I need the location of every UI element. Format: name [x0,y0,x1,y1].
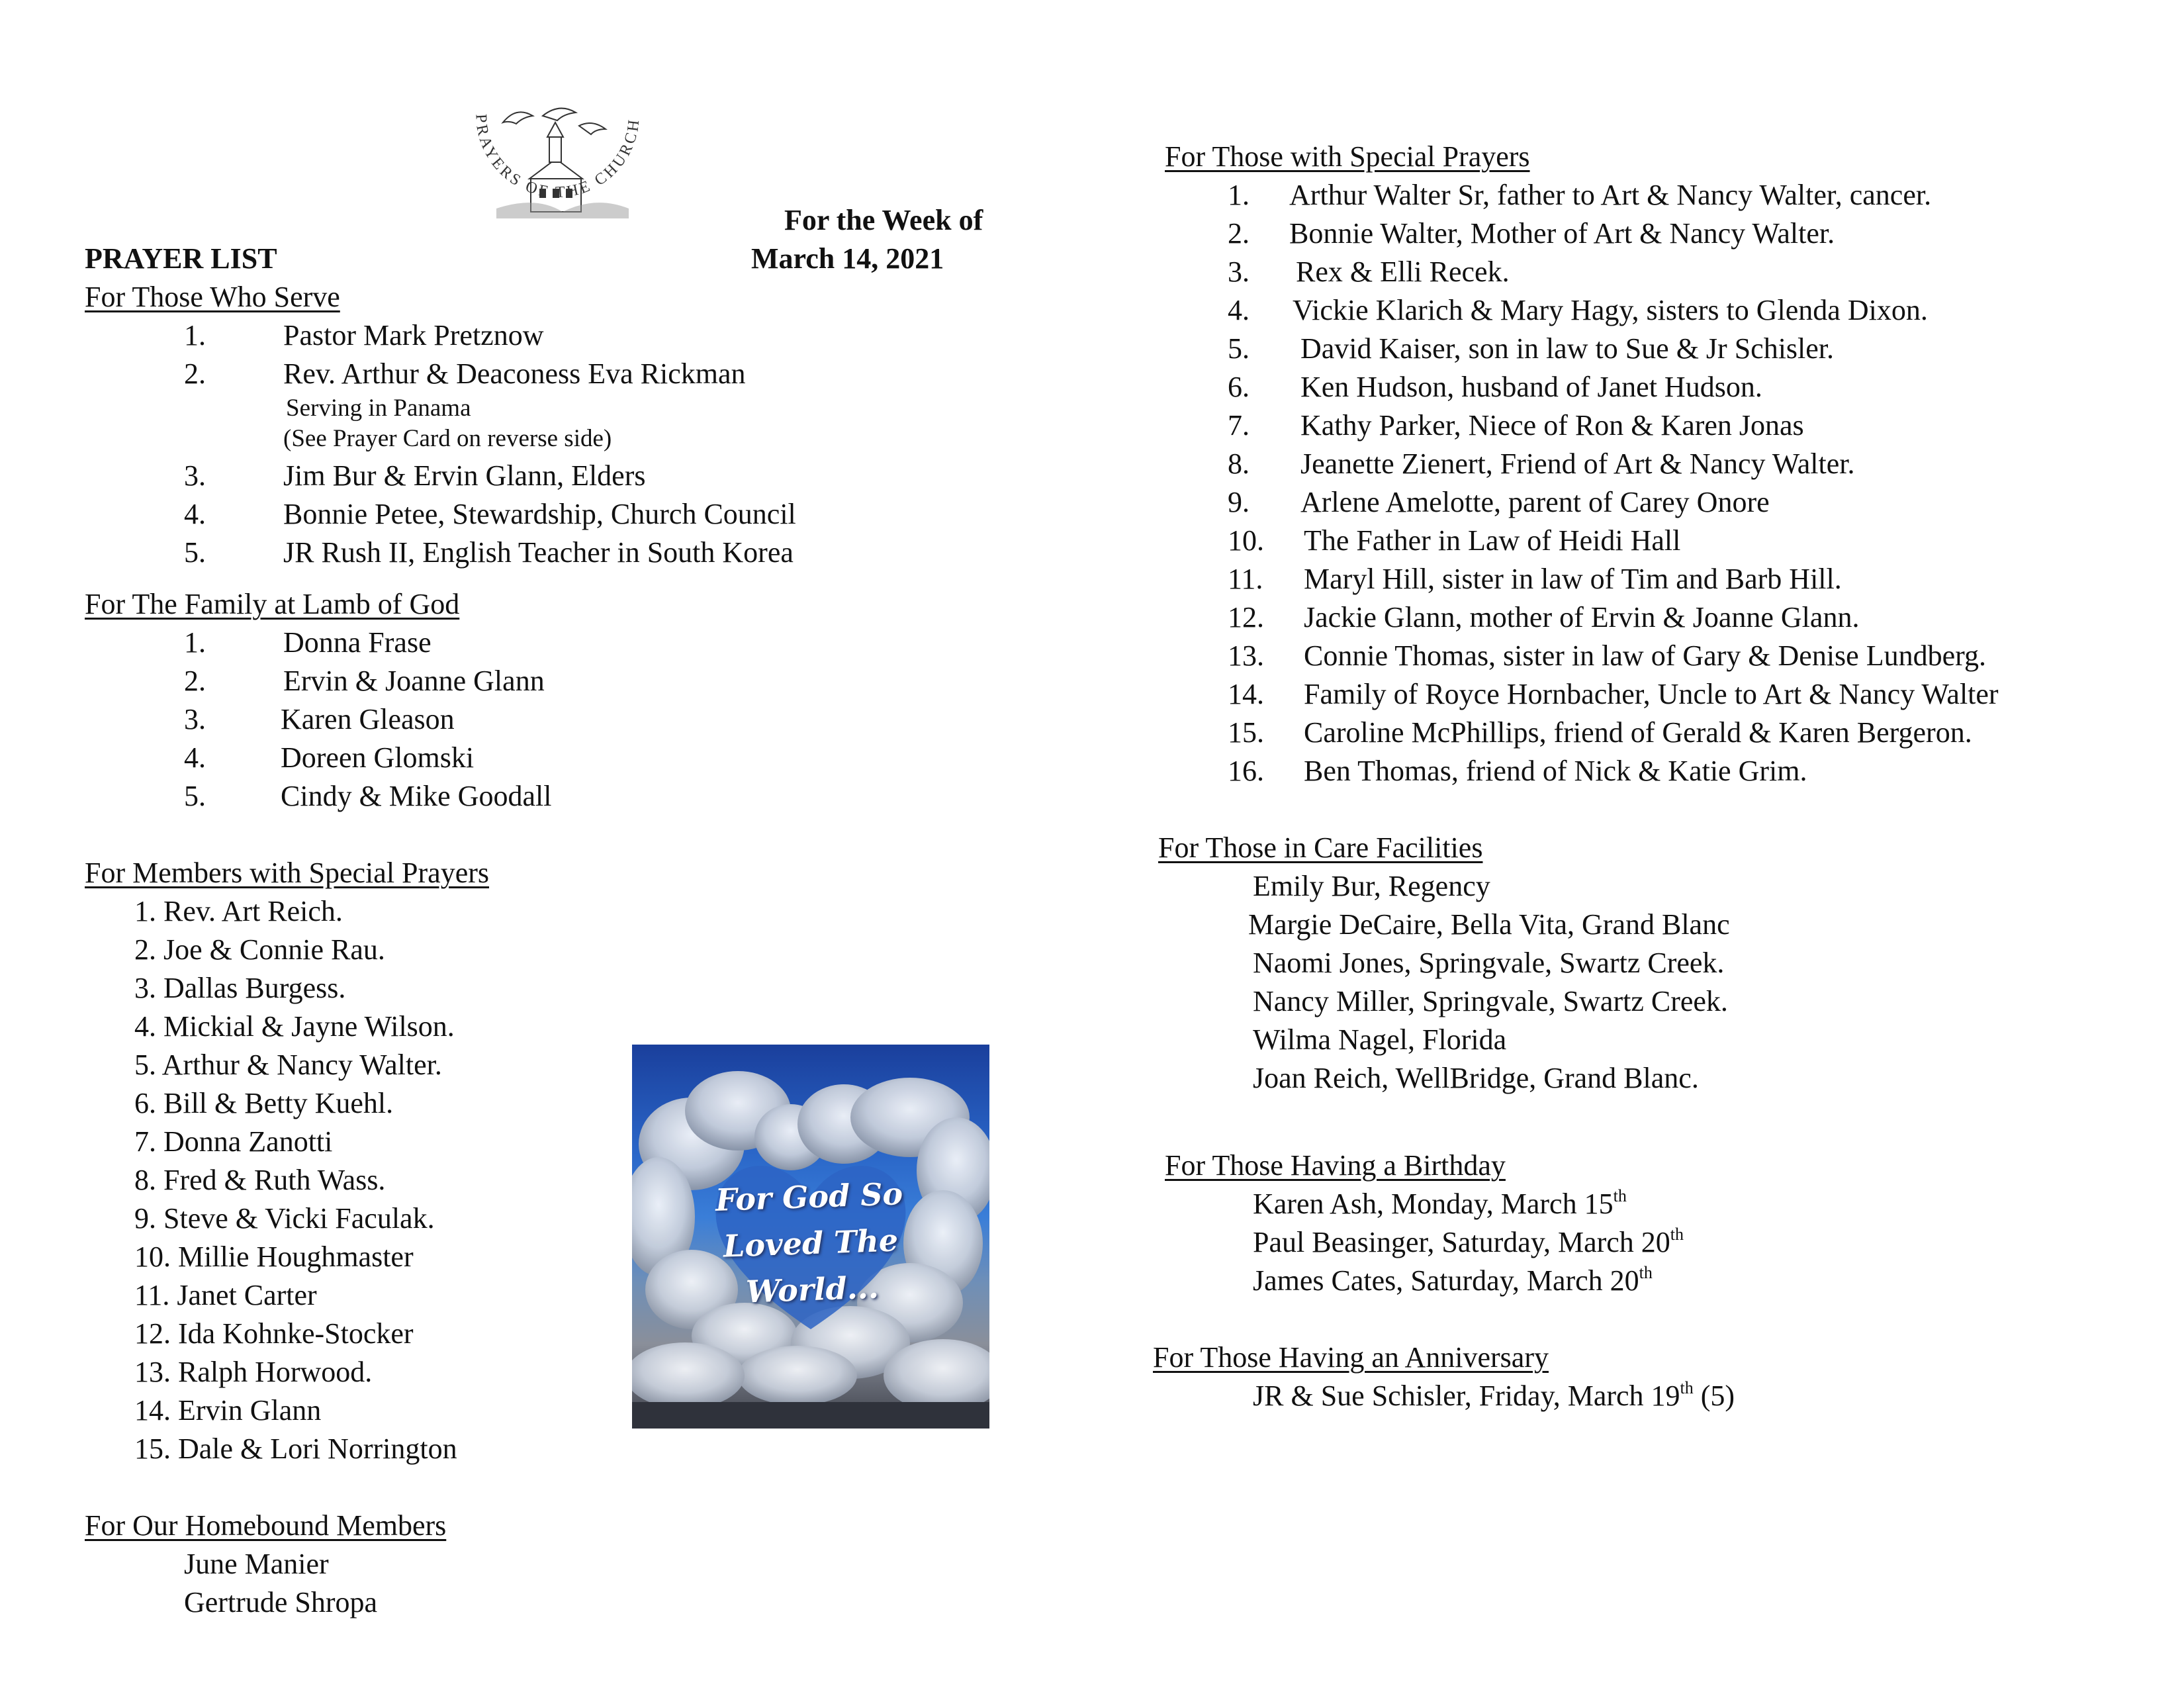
anniversary-text: JR & Sue Schisler, Friday, March 19 [1253,1380,1680,1412]
list-number: 1. [1228,179,1250,211]
list-item: Pastor Mark Pretznow [283,319,544,352]
list-item: 7. Donna Zanotti [134,1125,333,1158]
list-number: 1. [184,319,206,352]
list-item: Jeanette Zienert, Friend of Art & Nancy Walter. [1300,447,1855,480]
list-number: 9. [1228,486,1250,518]
section-heading-serve: For Those Who Serve [85,281,340,313]
list-item: 14. Ervin Glann [134,1394,322,1427]
list-item: Karen Gleason [281,703,455,735]
list-item: Jim Bur & Ervin Glann, Elders [283,459,646,492]
ordinal-suffix: th [1613,1186,1627,1205]
list-number: 14. [1228,678,1264,710]
list-item-note: (See Prayer Card on reverse side) [283,425,612,452]
list-number: 10. [1228,524,1264,557]
list-number: 2. [184,357,206,390]
list-number: 2. [1228,217,1250,250]
church-logo [457,96,655,248]
birthday-text: Karen Ash, Monday, March 15 [1253,1188,1614,1220]
week-label: For the Week of [784,204,983,236]
list-number: 6. [1228,371,1250,403]
list-item: 10. Millie Houghmaster [134,1241,414,1273]
list-item: 5. Arthur & Nancy Walter. [134,1049,442,1081]
birthday-text: Paul Beasinger, Saturday, March 20 [1253,1226,1670,1258]
ordinal-suffix: th [1639,1263,1653,1282]
caption-line: For God So [715,1176,903,1218]
list-item: Bonnie Walter, Mother of Art & Nancy Walter. [1289,217,1835,250]
list-item: Wilma Nagel, Florida [1253,1023,1507,1056]
list-item: Margie DeCaire, Bella Vita, Grand Blanc [1248,908,1730,941]
list-item: Bonnie Petee, Stewardship, Church Council [283,498,796,530]
list-number: 4. [184,498,206,530]
list-item: 6. Bill & Betty Kuehl. [134,1087,394,1119]
list-item: 3. Dallas Burgess. [134,972,346,1004]
list-number: 16. [1228,755,1264,787]
list-item [1253,1185,1627,1223]
list-item: Vickie Klarich & Mary Hagy, sisters to Glenda Dixon. [1293,294,1928,326]
list-item: Gertrude Shropa [184,1586,378,1618]
list-number: 7. [1228,409,1250,442]
list-item: Naomi Jones, Springvale, Swartz Creek. [1253,947,1725,979]
list-item [1253,1377,1735,1415]
list-number: 5. [184,780,206,812]
list-item: Ken Hudson, husband of Janet Hudson. [1300,371,1762,403]
list-item: Emily Bur, Regency [1253,870,1490,902]
list-number: 3. [184,703,206,735]
section-heading-members: For Members with Special Prayers [85,857,489,889]
list-item: 13. Ralph Horwood. [134,1356,373,1388]
list-item: June Manier [184,1548,329,1580]
logo-arc-text [457,96,655,248]
section-heading-anniversary: For Those Having an Anniversary [1153,1341,1549,1374]
section-heading-family: For The Family at Lamb of God [85,588,460,620]
list-item: Cindy & Mike Goodall [281,780,552,812]
list-item [1253,1262,1653,1300]
list-number: 11. [1228,563,1263,595]
list-item: Family of Royce Hornbacher, Uncle to Art & Nancy Walter [1304,678,1999,710]
svg-text:PRAYERS OF THE CHURCH: PRAYERS OF THE CHURCH [472,113,643,202]
list-number: 12. [1228,601,1264,633]
list-item: Ben Thomas, friend of Nick & Katie Grim. [1304,755,1807,787]
list-item: 11. Janet Carter [134,1279,317,1311]
list-item: Ervin & Joanne Glann [283,665,545,697]
picture-caption [632,1168,989,1319]
list-item: JR Rush II, English Teacher in South Korea [283,536,794,569]
list-item: Connie Thomas, sister in law of Gary & Denise Lundberg. [1304,639,1986,672]
list-item: 4. Mickial & Jayne Wilson. [134,1010,455,1043]
list-item: 8. Fred & Ruth Wass. [134,1164,386,1196]
list-item: David Kaiser, son in law to Sue & Jr Schisler. [1300,332,1835,365]
list-item: 2. Joe & Connie Rau. [134,933,385,966]
list-item: Jackie Glann, mother of Ervin & Joanne Glann. [1304,601,1860,633]
list-item: 15. Dale & Lori Norrington [134,1432,457,1465]
section-heading-care: For Those in Care Facilities [1158,831,1483,864]
list-item: Arlene Amelotte, parent of Carey Onore [1300,486,1770,518]
list-item: The Father in Law of Heidi Hall [1304,524,1681,557]
list-number: 1. [184,626,206,659]
section-heading-special: For Those with Special Prayers [1165,140,1530,173]
page-title: PRAYER LIST [85,242,277,275]
list-item-note: Serving in Panama [286,395,471,422]
list-item [1253,1223,1684,1262]
list-item: 12. Ida Kohnke-Stocker [134,1317,414,1350]
heart-clouds-picture [632,1045,989,1429]
list-number: 13. [1228,639,1264,672]
caption-line: World... [745,1269,880,1310]
list-number: 15. [1228,716,1264,749]
ordinal-suffix: th [1670,1225,1684,1244]
ordinal-suffix: th [1680,1378,1694,1397]
list-number: 8. [1228,447,1250,480]
list-item: Doreen Glomski [281,741,475,774]
section-heading-homebound: For Our Homebound Members [85,1509,447,1542]
list-item: 1. Rev. Art Reich. [134,895,343,927]
list-item: Nancy Miller, Springvale, Swartz Creek. [1253,985,1728,1017]
anniversary-years: (5) [1693,1380,1735,1412]
list-item: Rev. Arthur & Deaconess Eva Rickman [283,357,746,390]
caption-line: Loved The [723,1222,899,1264]
list-number: 4. [1228,294,1250,326]
list-item: 9. Steve & Vicki Faculak. [134,1202,435,1235]
list-item: Arthur Walter Sr, father to Art & Nancy Walter, cancer. [1289,179,1932,211]
list-item: Kathy Parker, Niece of Ron & Karen Jonas [1300,409,1804,442]
list-number: 3. [184,459,206,492]
list-number: 3. [1228,256,1250,288]
section-heading-birthday: For Those Having a Birthday [1165,1149,1506,1182]
list-item: Maryl Hill, sister in law of Tim and Barb Hill. [1304,563,1842,595]
list-item: Donna Frase [283,626,432,659]
list-number: 4. [184,741,206,774]
list-item: Rex & Elli Recek. [1296,256,1510,288]
list-item: Caroline McPhillips, friend of Gerald & Karen Bergeron. [1304,716,1972,749]
list-item: Joan Reich, WellBridge, Grand Blanc. [1253,1062,1699,1094]
week-date: March 14, 2021 [751,242,944,275]
list-number: 5. [1228,332,1250,365]
list-number: 2. [184,665,206,697]
list-number: 5. [184,536,206,569]
birthday-text: James Cates, Saturday, March 20 [1253,1264,1639,1297]
